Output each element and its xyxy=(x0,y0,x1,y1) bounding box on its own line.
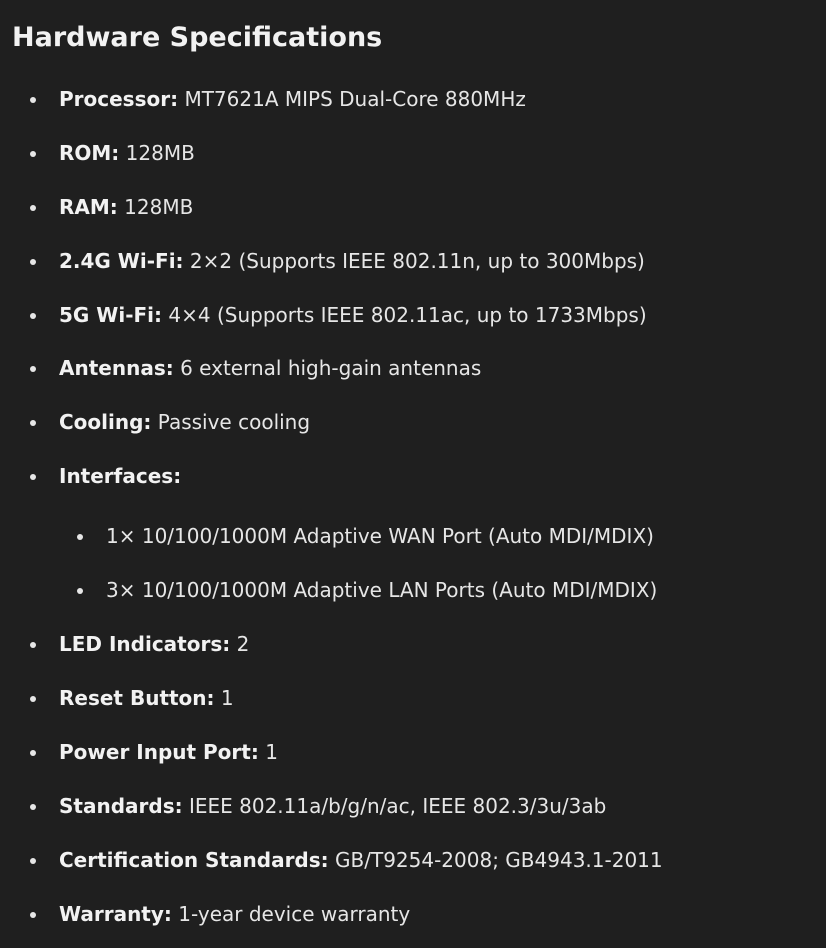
spec-item-interfaces xyxy=(30,461,181,491)
bullet-icon xyxy=(30,858,36,864)
spec-item-standards xyxy=(30,791,606,821)
bullet-icon xyxy=(30,151,36,157)
bullet-icon xyxy=(30,313,36,319)
spec-label: ROM: xyxy=(59,141,120,165)
spec-label: Reset Button: xyxy=(59,686,215,710)
bullet-icon xyxy=(30,642,36,648)
spec-value: 2 xyxy=(236,632,250,656)
spec-item-cooling xyxy=(30,407,310,437)
spec-value: MT7621A MIPS Dual-Core 880MHz xyxy=(184,87,526,111)
spec-item-ram xyxy=(30,192,193,222)
spec-label: LED Indicators: xyxy=(59,632,231,656)
spec-label: Interfaces: xyxy=(59,464,182,488)
bullet-icon xyxy=(30,420,36,426)
spec-item-antennas xyxy=(30,353,481,383)
spec-label: Standards: xyxy=(59,794,183,818)
spec-value: 4×4 (Supports IEEE 802.11ac, up to 1733Mbps) xyxy=(168,303,647,327)
spec-label: 5G Wi-Fi: xyxy=(59,303,163,327)
spec-value: 6 external high-gain antennas xyxy=(180,356,482,380)
spec-label: Warranty: xyxy=(59,902,172,926)
spec-item-led-indicators xyxy=(30,629,249,659)
spec-label: Certification Standards: xyxy=(59,848,329,872)
spec-value: Passive cooling xyxy=(157,410,311,434)
interface-text: 3× 10/100/1000M Adaptive LAN Ports (Auto MDI/MDIX) xyxy=(106,578,658,602)
bullet-icon xyxy=(77,588,83,594)
spec-item-processor xyxy=(30,84,526,114)
spec-value: GB/T9254-2008; GB4943.1-2011 xyxy=(335,848,663,872)
spec-value: 1 xyxy=(265,740,278,764)
spec-label: Power Input Port: xyxy=(59,740,259,764)
spec-value: 128MB xyxy=(124,195,194,219)
spec-label: RAM: xyxy=(59,195,118,219)
bullet-icon xyxy=(30,366,36,372)
page-title: Hardware Specifications xyxy=(12,22,383,53)
bullet-icon xyxy=(30,696,36,702)
spec-item-certification-standards xyxy=(30,845,663,875)
bullet-icon xyxy=(30,259,36,265)
spec-label: Cooling: xyxy=(59,410,152,434)
spec-label: 2.4G Wi-Fi: xyxy=(59,249,184,273)
spec-value: 2×2 (Supports IEEE 802.11n, up to 300Mbps) xyxy=(189,249,645,273)
spec-value: IEEE 802.11a/b/g/n/ac, IEEE 802.3/3u/3ab xyxy=(188,794,607,818)
spec-label: Processor: xyxy=(59,87,179,111)
interface-item-wan xyxy=(77,521,654,551)
bullet-icon xyxy=(30,474,36,480)
bullet-icon xyxy=(30,804,36,810)
spec-item-reset-button xyxy=(30,683,234,713)
spec-value: 1 xyxy=(220,686,234,710)
interface-text: 1× 10/100/1000M Adaptive WAN Port (Auto MDI/MDIX) xyxy=(106,524,654,548)
spec-item-warranty xyxy=(30,899,410,929)
bullet-icon xyxy=(30,912,36,918)
bullet-icon xyxy=(30,205,36,211)
bullet-icon xyxy=(30,750,36,756)
spec-label: Antennas: xyxy=(59,356,174,380)
spec-item-rom xyxy=(30,138,195,168)
bullet-icon xyxy=(77,534,83,540)
bullet-icon xyxy=(30,97,36,103)
spec-item-2g-wifi xyxy=(30,246,645,276)
spec-item-5g-wifi xyxy=(30,300,647,330)
interface-item-lan xyxy=(77,575,657,605)
spec-item-power-input-port xyxy=(30,737,278,767)
spec-value: 128MB xyxy=(125,141,195,165)
spec-value: 1-year device warranty xyxy=(178,902,411,926)
